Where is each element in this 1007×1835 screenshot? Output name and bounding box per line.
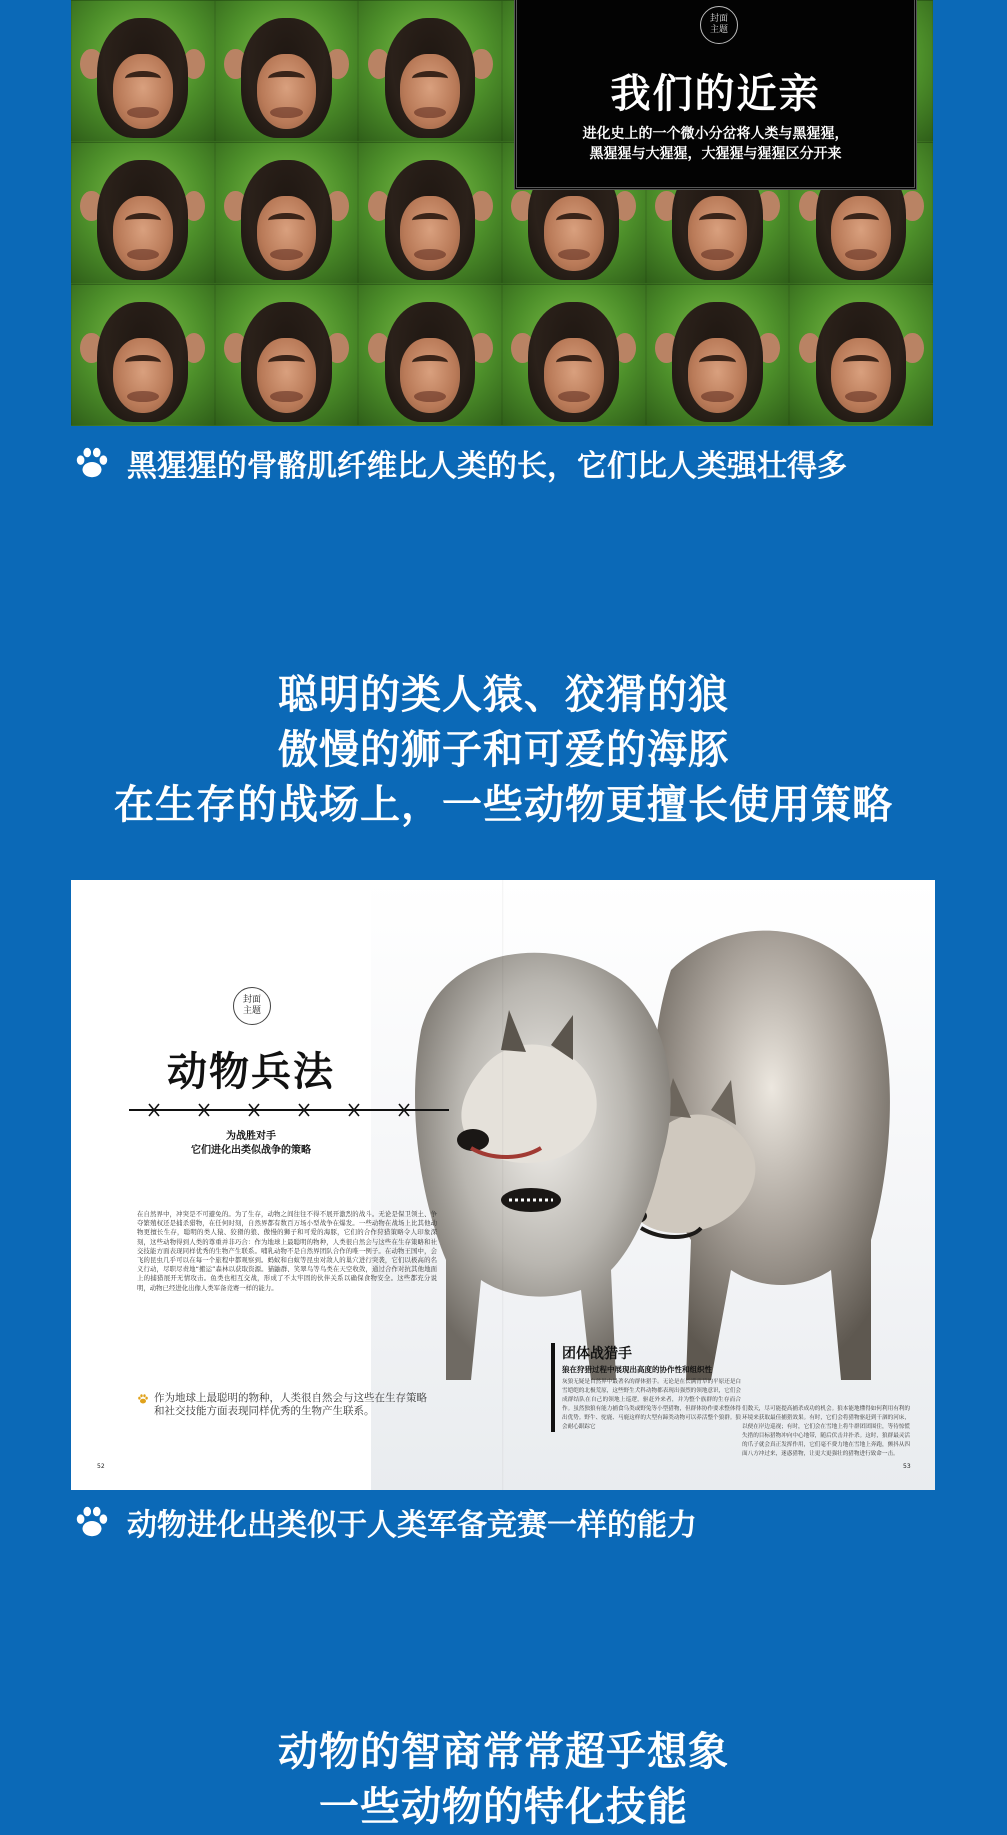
- caption-text: 动物进化出类似于人类军备竞赛一样的能力: [127, 1508, 697, 1543]
- caption-wolf: [73, 1500, 697, 1544]
- headline-line: 一些动物的特化技能: [319, 1784, 688, 1830]
- caption-text: 黑猩猩的骨骼肌纤维比人类的长，它们比人类强壮得多: [127, 449, 847, 484]
- chimp-photo: [215, 0, 359, 142]
- wolf-spread-subtitle: [71, 1130, 431, 1158]
- headline-line: 动物的智商常常超乎想象: [278, 1729, 729, 1775]
- cover-topic-badge: 封面 主题: [233, 987, 271, 1025]
- chimp-photo: [358, 284, 502, 426]
- sidebar-title: 团体战猎手: [562, 1346, 632, 1362]
- article-body: 在自然界中，冲突是不可避免的。为了生存，动物之间往往不得不展开激烈的战斗。无论是保卫领土、争夺繁殖权还是捕杀猎物，在任何时刻，自然界都有数百万场小型战争在爆发。一些动物在战场上比其他动物更擅长生存，聪明的类人猿、狡猾的狼、傲慢的狮子和可爱的海豚，它们的合作狩猎策略令人印象深刻，这些动物得到人类的尊重并非巧合：作为地球上最聪明的物种，人类很自然会与这些在生存策略和社交技能方面表现同样优秀的生物产生联系。哺乳动物不是自然界团队合作的唯一例子。在动物王国中，会飞的昆虫几乎可以在每一个旅程中都观察到。蚂蚁和白蚁等昆虫对敌人的巢穴进行突袭，它们以极高的名义行动，尽职尽责地“搬运”森林以获取资源。猫鼬群、笑翠鸟等鸟类在天空收敛，通过合作对抗其他地面上的捕猎展开无情攻击。鱼类也相互交战，形成了不太牢固的伙伴关系以确保食物安全。这些都充分说明，动物已经进化出像人类军备竞赛一样的能力。: [137, 1210, 437, 1292]
- chimp-photo: [358, 142, 502, 284]
- paw-icon: [137, 1393, 149, 1405]
- headline-block-1: [0, 668, 1007, 833]
- subtitle-line: 进化史上的一个微小分岔将人类与黑猩猩，: [582, 126, 849, 142]
- chimp-photo: [358, 0, 502, 142]
- barbed-wire-divider: [129, 1098, 449, 1122]
- chimp-photo: [646, 284, 790, 426]
- chimp-photo: [789, 284, 933, 426]
- pull-quote-text: 作为地球上最聪明的物种，人类很自然会与这些在生存策略和社交技能方面表现同样优秀的生物产生联系。: [154, 1392, 427, 1417]
- chimp-spread-subtitle: [537, 124, 894, 164]
- cover-topic-badge: 封面 主题: [700, 6, 738, 44]
- paw-icon: [73, 1503, 111, 1541]
- sidebar-body: 灰狼无疑是自然界中最著名的群体猎手。无论是在长满青草的平原还是白雪皑皑的北极荒原，这些野生犬科动物都表现出强烈的领地意识，它们会成群结队在自己的领地上巡逻，驱赶外来者，并为整个族群的生存而合作。虽然独狼有能力捕食乌类或野兔等小型猎物，但群体协作要求整体得出优势。野牛、驼鹿、马鹿这样的大型有蹄类动物可以养活整个狼群。狼会耐心跟踪它: [562, 1379, 742, 1430]
- page-number-right: 53: [903, 1463, 911, 1470]
- page-fold: [502, 880, 504, 1490]
- pull-quote: [137, 1392, 437, 1418]
- sidebar-body-continued: 们数天，尽可能提高捕杀成功的机会。狼本能地懂得如何利用有利的环境来获取最佳捕猎效果。有时，它们会将猎物驱赶到干涸的河床，以便在岸边巡视；有时，它们会在雪地上将牛群团团围住，等待惊慌失措的目标猎物冲向中心地带，随后伏击并扑杀。这时，狼群最灵活的爪子就会真正发挥作用，它们毫不费力地在雪地上奔跑，颤抖从四面八方冲过来，迷惑猎物，让更大更强壮的猎物进行致命一击。: [742, 1406, 910, 1457]
- headline-block-2: [0, 1725, 1007, 1835]
- chimp-photo: [502, 284, 646, 426]
- page-number-left: 52: [97, 1463, 105, 1470]
- sidebar-box: [551, 1343, 741, 1432]
- wolf-spread-title: 动物兵法: [167, 1049, 335, 1095]
- headline-line: 傲慢的狮子和可爱的海豚: [278, 727, 729, 773]
- subtitle-line: 黑猩猩与大猩猩，大猩猩与猩猩区分开来: [589, 146, 842, 162]
- chimp-photo: [71, 0, 215, 142]
- subtitle-line: 它们进化出类似战争的策略: [191, 1145, 311, 1156]
- wolf-magazine-spread: [71, 880, 935, 1490]
- sidebar-subtitle: 狼在狩猎过程中展现出高度的协作性和组织性: [562, 1365, 712, 1374]
- subtitle-line: 为战胜对手: [226, 1131, 276, 1142]
- headline-line: 在生存的战场上，一些动物更擅长使用策略: [114, 782, 893, 828]
- chimp-photo: [215, 284, 359, 426]
- chimp-spread-title: 我们的近亲: [610, 71, 821, 117]
- paw-icon: [73, 444, 111, 482]
- caption-chimp: [73, 441, 847, 485]
- chimp-photo: [71, 142, 215, 284]
- headline-line: 聪明的类人猿、狡猾的狼: [278, 672, 729, 718]
- chimp-photo: [215, 142, 359, 284]
- chimp-title-card: [514, 0, 917, 190]
- chimp-photo: [71, 284, 215, 426]
